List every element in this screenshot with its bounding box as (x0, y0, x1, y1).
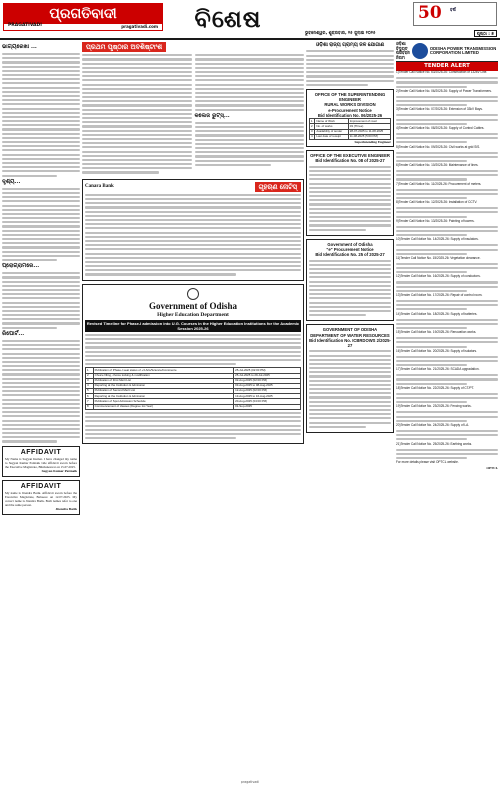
table-cell: 1 (86, 368, 94, 373)
bank-ad (82, 179, 304, 281)
logo-text: ପ୍ରଗତିବାଦୀ (4, 4, 162, 24)
optcl-name: ODISHA POWER TRANSMISSION CORPORATION LIMITED (429, 45, 497, 56)
table-cell: 03-Aug-2025 to 08-Aug-2025 (234, 383, 301, 388)
affidavit-1-sign: Sugyan Kumar Pattnaik (41, 469, 77, 474)
tender-item: 20)Tender Call Notice No. 24/2025-26: Supply of LA. (396, 422, 470, 427)
tender-item: 9)Tender Call Notice No. 13/2025-26: Painting of towers. (396, 218, 475, 223)
tender-item: 17)Tender Call Notice No. 21/2025-26: SCADA upgradation. (396, 367, 480, 372)
tender-alert-banner: TENDER ALERT (396, 62, 498, 71)
article-body-2 (2, 188, 80, 261)
tender-item: 12)Tender Call Notice No. 16/2025-26: Supply of conductors. (396, 274, 481, 279)
column-notices (306, 42, 394, 786)
affidavit-1-text: My Name is Sugyan Kumar. I have changed my name to Sugyan Kumar Pattnaik vide affidavit sworn before the Executive Magistrate, Bhubaneswar on 15.07.2025. (5, 457, 77, 470)
table-cell: 1 (310, 119, 315, 124)
tender-item: 13)Tender Call Notice No. 17/2025-26: Repair of control room. (396, 293, 483, 297)
table-cell: 03 (Three) (348, 124, 390, 129)
article-heading-3: ପ୍ରୋଗ୍ରାମରେ... (2, 263, 40, 270)
wr-bid-no: Bid Identification No. ICBRDOWS 2/2025-27 (309, 337, 391, 348)
sub-heading: କଲେଜ ରୁଟ୍ସ୍... (194, 112, 230, 119)
bank-name: Canara Bank (85, 183, 114, 189)
ee-bid-no: Bid Identification No. 08 of 2025-27 (315, 158, 385, 164)
table-cell: Last date of receipt (315, 134, 348, 139)
article-body-1 (2, 53, 80, 177)
eproc-govt: Government of Odisha (327, 241, 373, 247)
tender-list (396, 71, 498, 459)
article-heading-4: ରିପୋର୍ଟ... (2, 330, 25, 337)
table-cell: 4 (310, 134, 315, 139)
article-body-3 (2, 272, 80, 329)
tender-item: 10)Tender Call Notice No. 14/2025-26: Supply of insulators. (396, 237, 479, 242)
se-office: OFFICE OF THE SUPERINTENDING ENGINEER (314, 91, 386, 103)
tender-item: 5)Tender Call Notice No. 09/2025-26: Civil works at grid S/S. (396, 144, 481, 149)
tender-item: 3)Tender Call Notice No. 07/2025-26: Extension of 33kV Bays. (396, 107, 483, 112)
govt-notice (82, 284, 304, 445)
page-number: ପୃଷ୍ଠା : ୭ (474, 30, 497, 37)
table-cell: 4 (86, 383, 94, 388)
table-cell: Availability of tender (315, 129, 348, 134)
tender-item: 16)Tender Call Notice No. 20/2025-26: Supply of isolators. (396, 348, 478, 353)
anniversary-number: 50 (418, 3, 442, 23)
table-cell: Improvement of road (348, 119, 390, 124)
table-cell: Commencement of classes (Degree 1st Year) (93, 404, 234, 409)
tender-item: 11)Tender Call Notice No. 15/2025-26: Vegetation clearance. (396, 255, 481, 260)
dateline (305, 30, 497, 38)
newspaper-logo[interactable] (3, 3, 163, 31)
table-cell: 12-Aug-2025 (02:00 PM) (234, 389, 301, 394)
tender-item: 4)Tender Call Notice No. 08/2025-26: Supply of Control Cables. (396, 125, 485, 130)
se-sign: Superintending Engineer (354, 139, 391, 144)
eproc-title: "e" Procurement Notice (326, 247, 374, 253)
article-body-4 (2, 340, 80, 443)
table-cell: 28-07-2025 to 11-08-2025 (348, 129, 390, 134)
affidavit-1 (2, 446, 80, 477)
table-cell: 13-Aug-2025 to 16-Aug-2025 (234, 394, 301, 399)
tender-item: 14)Tender Call Notice No. 18/2025-26: Supply of batteries. (396, 311, 478, 316)
se-table (309, 118, 391, 140)
section-title: ବିଶେଷ (194, 4, 262, 33)
table-cell: 3 (310, 129, 315, 134)
table-cell: 6 (86, 394, 94, 399)
article-heading-1: ଭାଗ୍ୟରେଖା ... (2, 44, 37, 50)
anniversary-text: ବର୍ଷ (450, 7, 456, 12)
odia-notice-head: ଓଡ଼ିଶା ରାଜ୍ୟ ଗ୍ରାମ୍ୟ ଜଳ ଯୋଗାଣ (315, 42, 385, 48)
affidavit-2 (2, 480, 80, 515)
table-cell: No. of works (315, 124, 348, 129)
page-footer: pragativadi (240, 780, 260, 784)
table-cell: 01-Sep-2025 (234, 404, 301, 409)
affidavit-2-sign: Jitendra Barik (55, 507, 77, 512)
tender-item: 19)Tender Call Notice No. 23/2025-26: Fencing works. (396, 404, 472, 409)
table-cell: Reporting at the Institution & Admission (93, 394, 234, 399)
table-cell: 02-Aug-2025 (02:00 PM) (234, 378, 301, 383)
affidavit-1-title: AFFIDAVIT (20, 448, 62, 456)
se-bid-no: Bid Identification No. 06/2025-26 (317, 112, 383, 118)
affidavit-2-text: My name is Jitendra Barik. Affidavit sworn before the Executive Magistrate, Balasore on 12.07.2025. My correct name is Jitendra Barik. Both names refer to one and the same person. (5, 491, 77, 508)
govt-notice-title: Revised Timeline for Phase-I admission into U.G. Courses in the Higher Education Institutions for the Academic Session 2025-26 (86, 320, 300, 331)
table-cell: 3 (86, 378, 94, 383)
eproc-notice (306, 239, 394, 321)
table-cell: Publication of First Merit List (93, 378, 234, 383)
wr-govt: GOVERNMENT OF ODISHA (322, 327, 378, 333)
table-cell: 11-08-2025 (5:00 PM) (348, 134, 390, 139)
se-notice (306, 89, 394, 147)
table-cell: 25-Jul-2025 (02:00 PM) (234, 368, 301, 373)
column-tender (396, 42, 498, 786)
tender-item: 15)Tender Call Notice No. 19/2025-26: Renovation works. (396, 330, 477, 335)
feature-sub-right (195, 52, 305, 176)
table-cell: 5 (86, 389, 94, 394)
optcl-odia-name: ଓଡ଼ିଶା ବିଦ୍ୟୁତ୍ ପରିବହନ ନିଗମ (396, 41, 410, 60)
table-cell: Publication of Spot Admission Schedule (93, 399, 234, 404)
feature-sub-left (82, 52, 192, 176)
table-cell: Publication of Second Merit List (93, 389, 234, 394)
ee-notice (306, 150, 394, 236)
ashoka-emblem-icon (187, 288, 199, 300)
table-cell: 8 (86, 404, 94, 409)
tender-item: 21)Tender Call Notice No. 25/2025-26: Earthing works. (396, 441, 473, 446)
tender-sign: OPTCL (486, 465, 498, 470)
eproc-bid-no: Bid Identification No. 25 of 2025-27 (315, 252, 385, 258)
table-cell: Name of Work (315, 119, 348, 124)
tender-item: 8)Tender Call Notice No. 12/2025-26: Installation of CCTV. (396, 200, 478, 205)
se-office-sub: RURAL WORKS DIVISION (324, 102, 376, 108)
affidavit-2-title: AFFIDAVIT (20, 482, 62, 490)
table-cell: 20-Aug-2025 (04:00 PM) (234, 399, 301, 404)
feature-heading: ପ୍ରଥମ ପୃଷ୍ଠାର ଅବଶିଷ୍ଟାଂଶ (82, 42, 166, 52)
tender-item: 18)Tender Call Notice No. 22/2025-26: Supply of CT/PT. (396, 385, 475, 390)
table-cell: 25-Jul-2025 to 29-Jul-2025 (234, 373, 301, 378)
table-cell: 7 (86, 399, 94, 404)
table-cell: Publication of Phase-I seat status of +3 Arts/Science/Commerce (93, 368, 234, 373)
feature-body (82, 52, 304, 176)
tender-item: 6)Tender Call Notice No. 10/2025-26: Maintenance of lines. (396, 163, 479, 168)
masthead (0, 0, 500, 40)
tender-item: 2)Tender Call Notice No. 06/2025-26: Supply of Power Transformers. (396, 88, 492, 93)
govt-dept: Higher Education Department (157, 311, 229, 318)
logo-latin: PRAGATIVADI (8, 23, 42, 29)
ee-office: OFFICE OF THE EXECUTIVE ENGINEER (310, 153, 390, 159)
column-center (82, 42, 304, 786)
wr-notice (306, 324, 394, 433)
tender-footer-note: For more details please visit OPTCL website. (396, 460, 459, 465)
se-bid-title: e-Procurement Notice (328, 107, 372, 113)
table-cell: 2 (310, 124, 315, 129)
tender-item: 7)Tender Call Notice No. 11/2025-26: Procurement of meters. (396, 181, 482, 186)
table-row (86, 404, 301, 409)
govt-schedule-table (85, 367, 301, 410)
optcl-header (396, 42, 498, 62)
wr-dept: DEPARTMENT OF WATER RESOURCES (310, 332, 390, 338)
date-text: ଭୁବନେଶ୍ୱର, ଶୁକ୍ରବାର, ୨୫ ଜୁଲାଇ ୨୦୨୫ (305, 30, 376, 35)
table-cell: Choice filling, choice locking & modification (93, 373, 234, 378)
bank-notice-head: ଗୃହଋଣ ନୋଟିସ୍ (255, 182, 301, 192)
logo-url: pragativadi.com (121, 24, 158, 29)
anniversary-badge (413, 2, 497, 26)
table-cell: Reporting at the Institution & Admission (93, 383, 234, 388)
tender-item: 1)Tender Call Notice No. 63/2025-26: Construction of 132kV Line. (396, 70, 488, 75)
govt-title: Government of Odisha (148, 300, 237, 311)
table-row (310, 134, 391, 139)
column-left (2, 42, 80, 786)
table-cell: 2 (86, 373, 94, 378)
optcl-logo-icon (412, 43, 428, 59)
article-heading-2: ଦୃଶ୍ୟ... (2, 178, 21, 185)
